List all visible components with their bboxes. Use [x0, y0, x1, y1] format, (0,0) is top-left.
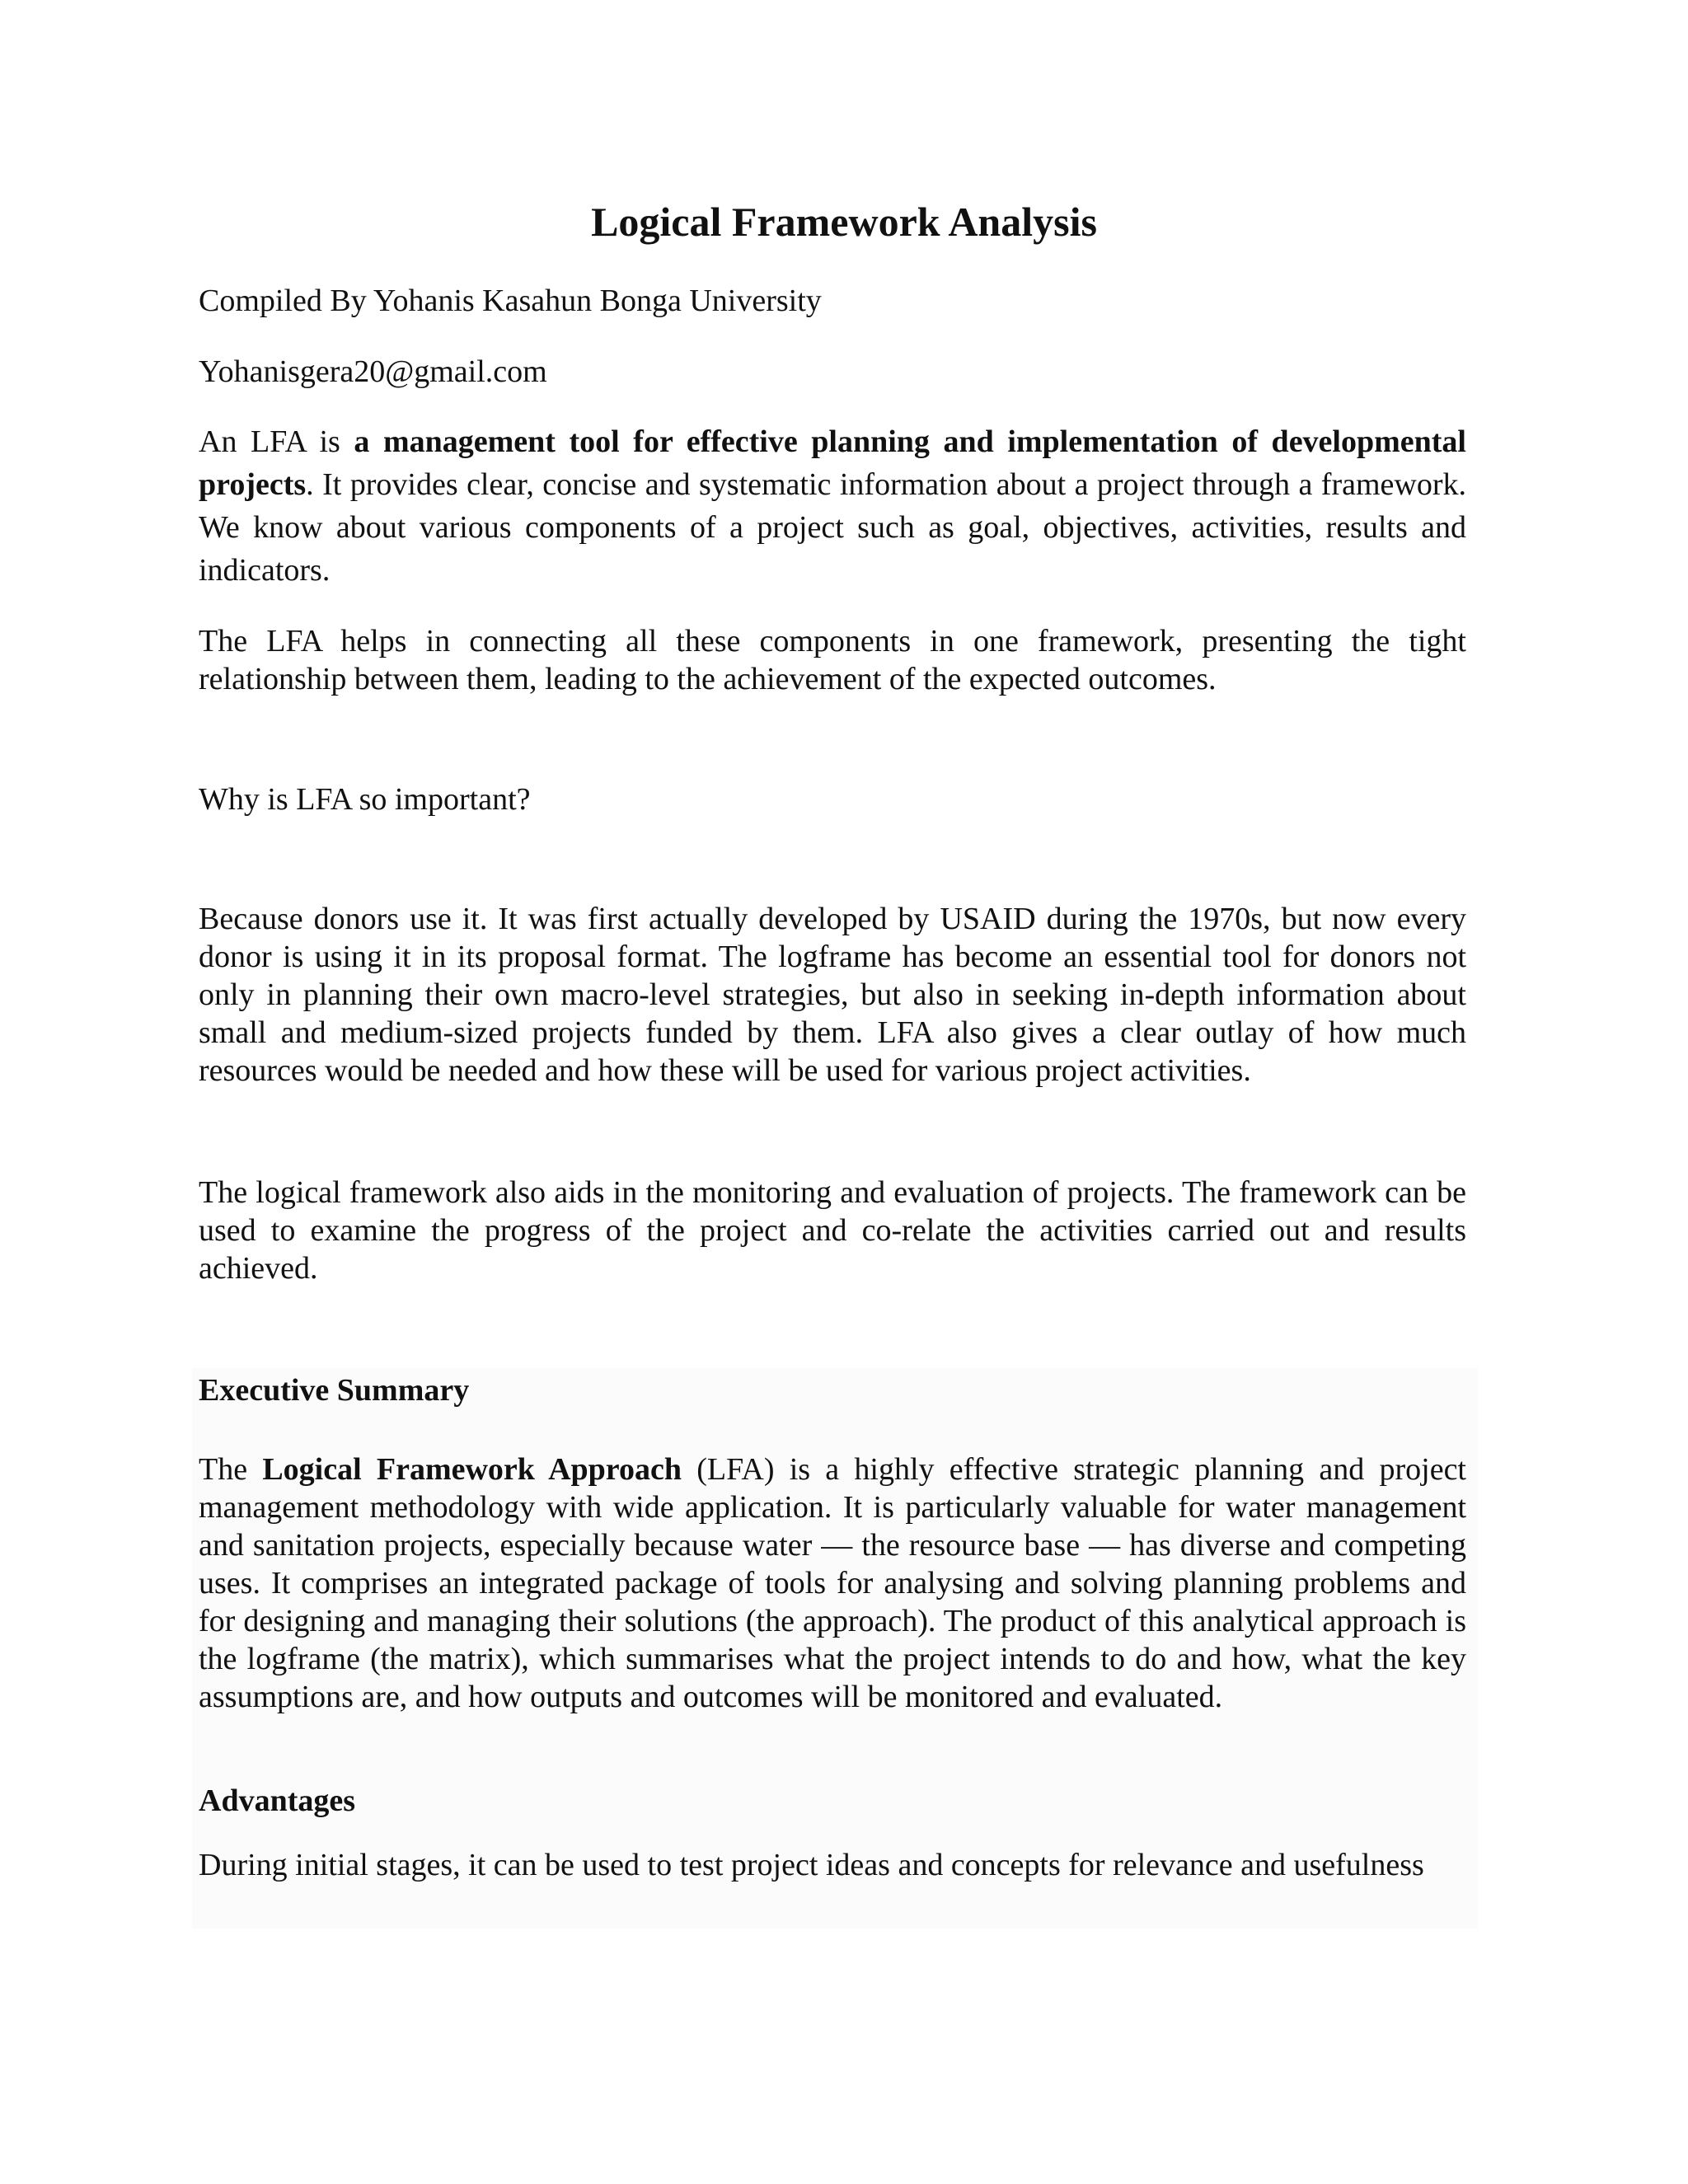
intro-text-start: An LFA is	[199, 424, 354, 459]
monitoring-paragraph: The logical framework also aids in the monitoring and evaluation of projects. The framework can be used to examine the progress of the project and co-relate the activities carried out and results achieved.	[199, 1175, 1466, 1286]
advantages-paragraph: During initial stages, it can be used to test project ideas and concepts for relevance and usefulness	[199, 1848, 1424, 1882]
advantages-heading: Advantages	[199, 1783, 356, 1818]
intro-text-end: . It provides clear, concise and systematic information about a project through a framework. We know about various components of a project such as goal, objectives, activities, results and indicators.	[199, 467, 1466, 588]
email-address: Yohanisgera20@gmail.com	[199, 354, 547, 389]
executive-summary-heading: Executive Summary	[199, 1373, 470, 1408]
summary-text-end: (LFA) is a highly effective strategic planning and project management methodology with wide application. It is particularly valuable for water management and sanitation projects, especially because water — the resource base — has diverse and competing uses. It comprises an integrated package of tools for analysing and solving planning problems and for designing and managing their solutions (the approach). The product of this analytical approach is the logframe (the matrix), which summarises what the project intends to do and how, what the key assumptions are, and how outputs and outcomes will be monitored and evaluated.	[199, 1452, 1466, 1714]
summary-bold-term: Logical Framework Approach	[262, 1452, 682, 1487]
importance-question: Why is LFA so important?	[199, 782, 531, 817]
summary-text-start: The	[199, 1452, 263, 1487]
author-line: Compiled By Yohanis Kasahun Bonga University	[199, 284, 822, 318]
document-title: Logical Framework Analysis	[591, 199, 1097, 245]
intro-bold-definition: a management tool for effective planning and implementation of developmental projects	[199, 424, 1466, 502]
donors-paragraph: Because donors use it. It was first actually developed by USAID during the 1970s, but now every donor is using it in its proposal format. The logframe has become an essential tool for donors not only in planning their own macro-level strategies, but also in seeking in-depth information about small and medium-sized projects funded by them. LFA also gives a clear outlay of how much resources would be needed and how these will be used for various project activities.	[199, 902, 1466, 1088]
connect-paragraph: The LFA helps in connecting all these components in one framework, presenting the tight relationship between them, leading to the achievement of the expected outcomes.	[199, 624, 1466, 696]
executive-summary-paragraph	[199, 1451, 1466, 1716]
intro-paragraph	[199, 420, 1466, 592]
